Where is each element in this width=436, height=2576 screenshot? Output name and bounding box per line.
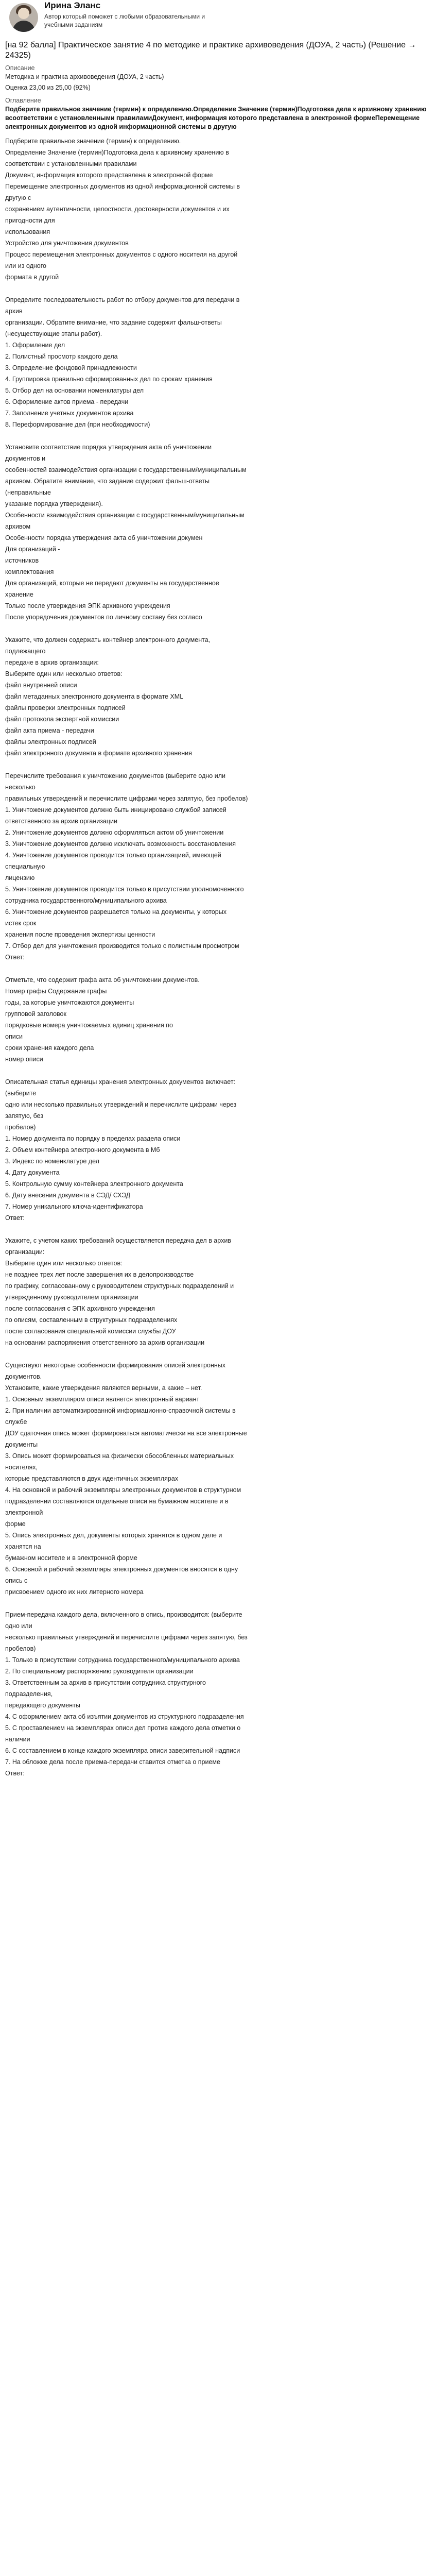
text-line: файл акта приема - передачи (5, 727, 94, 734)
text-line: 8. Переформирование дел (при необходимости) (5, 421, 150, 428)
toc-label: Оглавление (5, 97, 41, 104)
text-line: 3. Уничтожение документов должно исключать возможность восстановления (5, 840, 236, 848)
text-line: 4. Уничтожение документов проводится только организацией, имеющей (5, 852, 221, 859)
text-line: запятую, без (5, 1112, 44, 1120)
text-line: документы (5, 1441, 38, 1448)
text-line: 5. Отбор дел на основании номенклатуры дел (5, 387, 144, 394)
text-line: файл внутренней описи (5, 682, 77, 689)
text-line: 6. С составлением в конце каждого экземпляра описи заверительной надписи (5, 1747, 240, 1754)
text-line: 4. На основной и рабочий экземпляры электронных документов в структурном (5, 1486, 241, 1494)
text-line: 5. Контрольную сумму контейнера электронного документа (5, 1180, 183, 1188)
text-line: после согласования специальной комиссии службы ДОУ (5, 1328, 176, 1335)
text-line: Выберите один или несколько ответов: (5, 1260, 123, 1267)
text-line: носителях, (5, 1464, 38, 1471)
text-line: 6. Уничтожение документов разрешается только на документы, у которых (5, 908, 226, 916)
author-name[interactable]: Ирина Эланс (44, 1, 101, 10)
text-line: сроки хранения каждого дела (5, 1044, 94, 1052)
text-line: пригодности для (5, 217, 55, 224)
text-line: электронной (5, 1509, 43, 1516)
text-line: (несуществующие этапы работ). (5, 330, 102, 337)
text-line: Для организаций, которые не передают документы на государственное (5, 580, 219, 587)
text-line: Описательная статья единицы хранения электронных документов включает: (5, 1078, 236, 1086)
text-line: несколько (5, 784, 36, 791)
text-line: присвоением одного их них литерного номера (5, 1588, 144, 1596)
text-line: одно или несколько правильных утверждений и перечислите цифрами через (5, 1101, 237, 1108)
text-line: Определите последовательность работ по отбору документов для передачи в (5, 296, 240, 303)
text-line: 5. Уничтожение документов проводится только в присутствии уполномоченного (5, 886, 244, 893)
text-line: Ответ: (5, 1214, 25, 1222)
text-line: пробелов) (5, 1124, 36, 1131)
question-blocks (5, 131, 431, 1778)
text-line: или из одного (5, 262, 46, 269)
text-line: 5. Опись электронных дел, документы которых хранятся в одном деле и (5, 1532, 222, 1539)
text-line: Установите соответствие порядка утверждения акта об уничтожении (5, 444, 212, 451)
text-line: 3. Индекс по номенклатуре дел (5, 1158, 99, 1165)
text-line: 2. По специальному распоряжению руководителя организации (5, 1668, 194, 1675)
text-line: файл электронного документа в формате архивного хранения (5, 750, 192, 757)
text-line: архивом. Обратите внимание, что задание содержит фальш-ответы (5, 478, 210, 485)
text-line: наличии (5, 1736, 30, 1743)
text-line: документов и (5, 455, 46, 462)
author-avatar[interactable] (9, 3, 38, 32)
text-line: 7. Номер уникального ключа-идентификатора (5, 1203, 143, 1210)
text-line: 5. С проставлением на экземплярах описи дел против каждого дела отметки о (5, 1724, 241, 1732)
text-line: Укажите, с учетом каких требований осуществляется передача дел в архив (5, 1237, 231, 1244)
text-line: указание порядка утверждения). (5, 500, 103, 507)
text-line: файлы проверки электронных подписей (5, 704, 126, 711)
course-name: Методика и практика архивоведения (ДОУА, 2 часть) (5, 73, 164, 80)
text-line: 3. Определение фондовой принадлежности (5, 364, 137, 371)
question-block (5, 772, 431, 962)
text-line: файлы электронных подписей (5, 738, 96, 745)
text-line: хранение (5, 591, 33, 598)
toc-text: Подберите правильное значение (термин) к определению.Определение Значение (термин)Подготовка дела к архивному хранению всоответствии с установленными правиламиДокумент, информация которого представлена в электронной формеПеремещение электронных документов из одной информационной системы в другую (5, 106, 427, 130)
text-line: Только после утверждения ЭПК архивного учреждения (5, 602, 170, 609)
text-line: особенностей взаимодействия организации с государственным/муниципальным (5, 466, 247, 473)
text-line: 4. Дату документа (5, 1169, 60, 1176)
text-line: передающего документы (5, 1702, 80, 1709)
text-line: 7. Отбор дел для уничтожения производится только с полистным просмотром (5, 942, 239, 950)
text-line: Перемещение электронных документов из одной информационной системы в (5, 183, 240, 190)
text-line: групповой заголовок (5, 1010, 66, 1018)
text-line: Определение Значение (термин)Подготовка дела к архивному хранению в (5, 149, 229, 156)
page-title: [на 92 балла] Практическое занятие 4 по методике и практике архивоведения (ДОУА, 2 часть) (Решение → 24325) (5, 41, 416, 60)
text-line: документов. (5, 1373, 42, 1380)
text-line: 6. Оформление актов приема - передачи (5, 398, 129, 405)
text-line: 4. С оформлением акта об изъятии документов из структурного подразделения (5, 1713, 244, 1720)
text-line: передаче в архив организации: (5, 659, 99, 666)
text-line: 2. Полистный просмотр каждого дела (5, 353, 118, 360)
text-line: 2. Уничтожение документов должно оформляться актом об уничтожении (5, 829, 224, 836)
text-line: Укажите, что должен содержать контейнер электронного документа, (5, 636, 211, 643)
text-line: 6. Дату внесения документа в СЭД/ СХЭД (5, 1192, 131, 1199)
text-line: Установите, какие утверждения являются верными, а какие – нет. (5, 1384, 202, 1392)
description-label: Описание (5, 64, 35, 72)
text-line: хранения после проведения экспертизы ценности (5, 931, 155, 938)
text-line: сохранением аутентичности, целостности, достоверности документов и их (5, 206, 230, 213)
question-block (5, 1361, 431, 1597)
text-line: (выберите (5, 1090, 37, 1097)
text-line: Процесс перемещения электронных документов с одного носителя на другой (5, 251, 238, 258)
text-line: по графику, согласованному с руководителем структурных подразделений и (5, 1282, 234, 1290)
text-line: которые представляются в двух идентичных экземплярах (5, 1475, 179, 1482)
text-line: организации: (5, 1248, 45, 1256)
text-line: формата в другой (5, 274, 59, 281)
question-block (5, 296, 431, 429)
text-line: Перечислите требования к уничтожению документов (выберите одно или (5, 772, 225, 779)
text-line: 2. Объем контейнера электронного документа в Мб (5, 1146, 160, 1154)
text-line: не позднее трех лет после завершения их в делопроизводстве (5, 1271, 194, 1278)
text-line: сотрудника государственного/муниципального архива (5, 897, 167, 904)
text-line: 1. Основным экземпляром описи является электронный вариант (5, 1396, 200, 1403)
text-line: 1. Только в присутствии сотрудника государственного/муниципального архива (5, 1656, 240, 1664)
text-line: 1. Номер документа по порядку в пределах раздела описи (5, 1135, 181, 1142)
text-line: файл метаданных электронного документа в формате XML (5, 693, 184, 700)
text-line: Номер графы Содержание графы (5, 988, 107, 995)
text-line: подлежащего (5, 648, 46, 655)
text-line: бумажном носителе и в электронной форме (5, 1554, 137, 1562)
text-line: службе (5, 1418, 27, 1426)
text-line: несколько правильных утверждений и перечислите цифрами через запятую, без (5, 1634, 248, 1641)
question-block (5, 137, 431, 282)
text-line: лицензию (5, 874, 35, 882)
text-line: Устройство для уничтожения документов (5, 240, 129, 247)
text-line: номер описи (5, 1056, 43, 1063)
question-block (5, 636, 431, 758)
text-line: форме (5, 1520, 26, 1528)
text-line: Отметьте, что содержит графа акта об уничтожении документов. (5, 976, 200, 984)
text-line: источников (5, 557, 39, 564)
text-line: после согласования с ЭПК архивного учреждения (5, 1305, 155, 1312)
text-line: утвержденному руководителем организации (5, 1294, 138, 1301)
text-line: специальную (5, 863, 45, 870)
text-line: хранятся на (5, 1543, 41, 1550)
text-line: использования (5, 228, 50, 235)
text-line: годы, за которые уничтожаются документы (5, 999, 134, 1006)
text-line: 3. Ответственным за архив в присутствии сотрудника структурного (5, 1679, 206, 1686)
text-line: архив (5, 308, 23, 315)
text-line: истек срок (5, 920, 37, 927)
text-line: комплектования (5, 568, 54, 575)
grade: Оценка 23,00 из 25,00 (92%) (5, 84, 91, 91)
text-line: Подберите правильное значение (термин) к определению. (5, 138, 181, 145)
text-line: одно или (5, 1622, 32, 1630)
text-line: Прием-передача каждого дела, включенного в опись, производится: (выберите (5, 1611, 242, 1618)
text-line: 4. Группировка правильно сформированных дел по срокам хранения (5, 376, 213, 383)
text-line: 7. Заполнение учетных документов архива (5, 410, 134, 417)
text-line: 1. Оформление дел (5, 342, 65, 349)
text-line: подразделении составляются отдельные описи на бумажном носителе и в (5, 1498, 229, 1505)
text-line: другую с (5, 194, 31, 201)
text-line: правильных утверждений и перечислите цифрами через запятую, без пробелов) (5, 795, 248, 802)
text-line: Для организаций - (5, 546, 60, 553)
text-line: После упорядочения документов по личному составу без согласо (5, 614, 202, 621)
text-line: Существуют некоторые особенности формирования описей электронных (5, 1362, 225, 1369)
text-line: 1. Уничтожение документов должно быть инициировано службой записей (5, 806, 226, 814)
text-line: 6. Основной и рабочий экземпляры электронных документов вносятся в одну (5, 1566, 238, 1573)
text-line: по описям, составленным в структурных подразделениях (5, 1316, 178, 1324)
text-line: пробелов) (5, 1645, 36, 1652)
text-line: Особенности порядка утверждения акта об уничтожении докумен (5, 534, 203, 541)
text-line: подразделения, (5, 1690, 53, 1698)
question-block (5, 443, 431, 622)
text-line: организации. Обратите внимание, что задание содержит фальш-ответы (5, 319, 222, 326)
text-line: порядковые номера уничтожаемых единиц хранения по (5, 1022, 173, 1029)
text-line: (неправильные (5, 489, 51, 496)
text-line: архивом (5, 523, 31, 530)
question-block (5, 1078, 431, 1223)
text-line: ДОУ сдаточная опись может формироваться автоматически на все электронные (5, 1430, 247, 1437)
text-line: описи (5, 1033, 23, 1040)
text-line: Ответ: (5, 1770, 25, 1777)
question-block (5, 1236, 431, 1347)
text-line: Особенности взаимодействия организации с государственным/муниципальным (5, 512, 245, 519)
text-line: 7. На обложке дела после приема-передачи ставится отметка о приеме (5, 1758, 220, 1766)
text-line: соответствии с установленными правилами (5, 160, 137, 167)
question-block (5, 976, 431, 1064)
author-description: Автор который поможет с любыми образовательными и учебными заданиям (44, 13, 205, 28)
question-block (5, 1611, 431, 1778)
text-line: ответственного за архив организации (5, 818, 118, 825)
text-line: Документ, информация которого представлена в электронной форме (5, 172, 213, 179)
author-header (5, 0, 431, 40)
text-line: опись с (5, 1577, 28, 1584)
text-line: файл протокола экспертной комиссии (5, 716, 119, 723)
text-line: 3. Опись может формироваться на физически обособленных материальных (5, 1452, 234, 1460)
text-line: Ответ: (5, 954, 25, 961)
text-line: на основании распоряжения ответственного за архив организации (5, 1339, 205, 1346)
text-line: Выберите один или несколько ответов: (5, 670, 123, 677)
text-line: 2. При наличии автоматизированной информационно-справочной системы в (5, 1407, 236, 1414)
